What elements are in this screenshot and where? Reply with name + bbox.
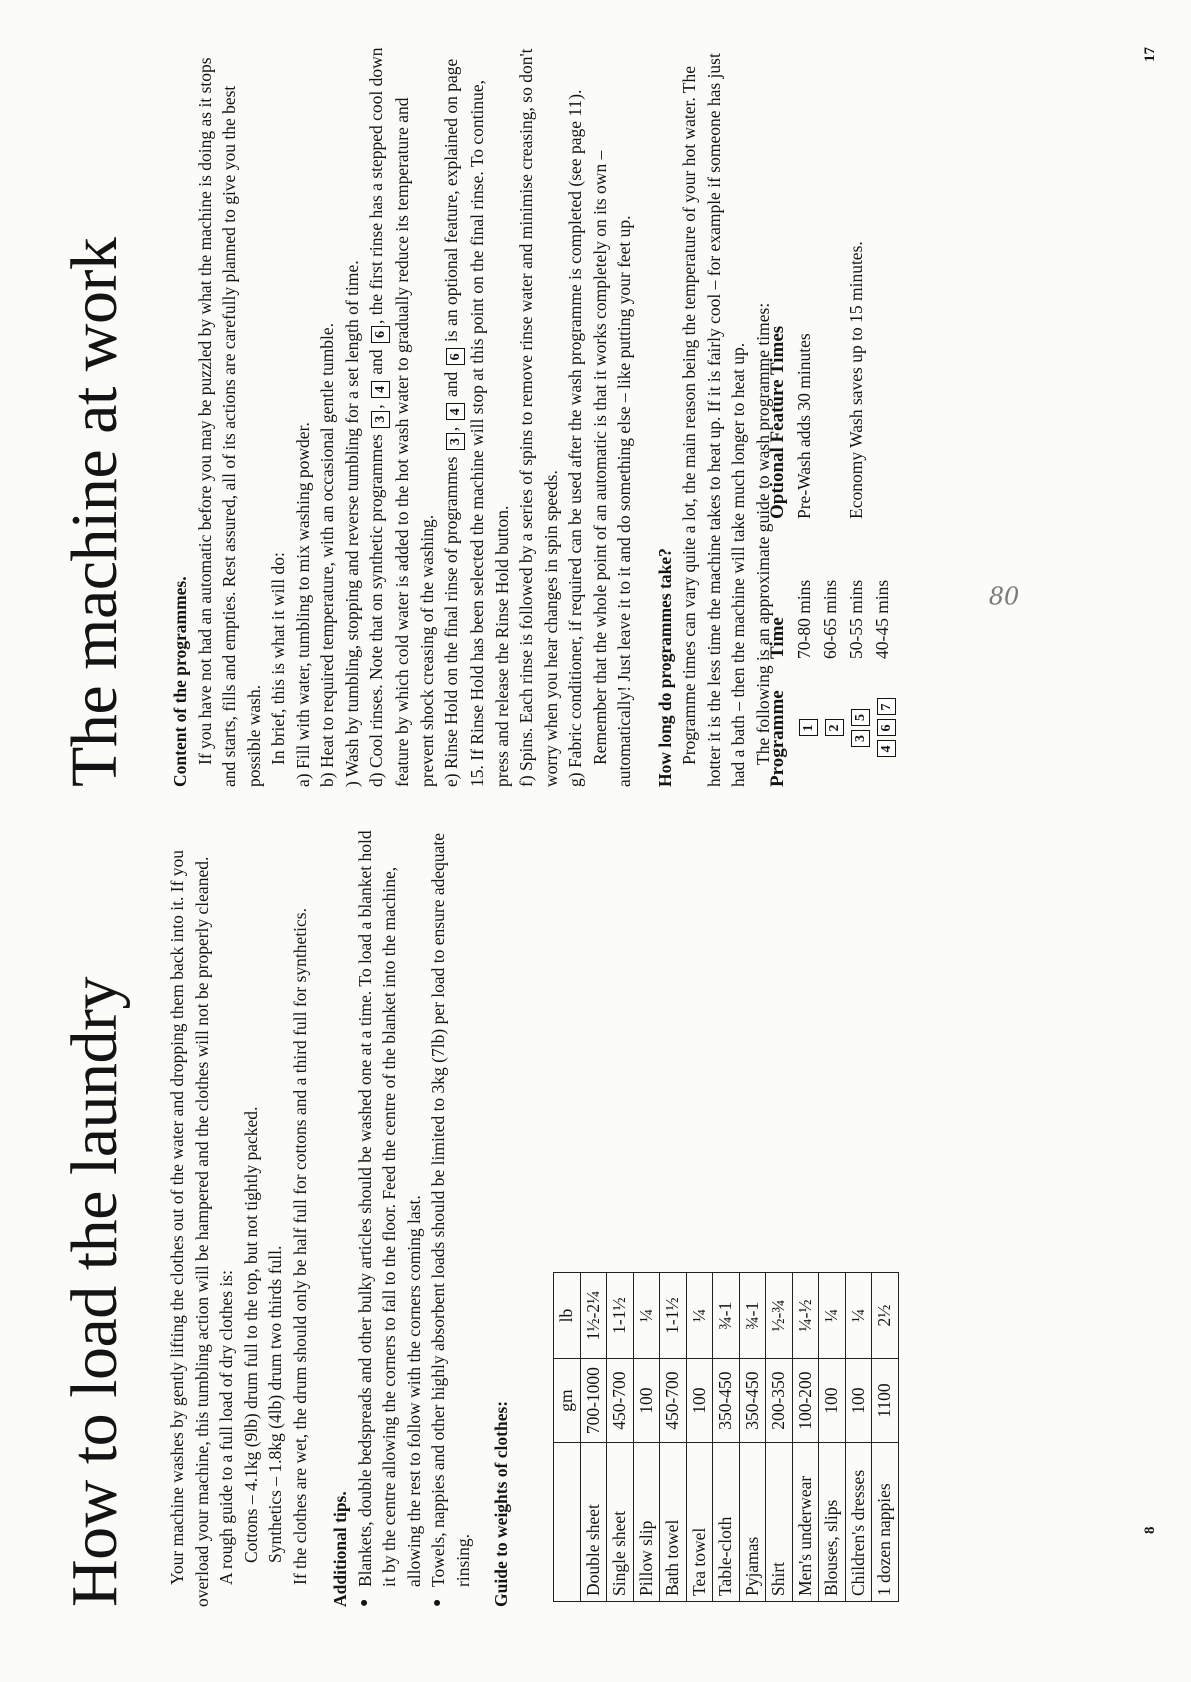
intro-paragraph: Your machine washes by gently lifting the clothes out of the water and dropping them back into it. If you overload your machine, this tumbling action will be hampered and the clothes will not be properly cleaned. [167,849,212,1607]
table-cell-lb: 1-1½ [660,1273,687,1359]
page-number: 8 [1142,1526,1158,1534]
time-cell: 60-65 mins [820,579,840,659]
table-cell-item: Men's underwear [792,1443,819,1602]
page-title: The machine at work [58,237,131,787]
table-cell-lb: ¼-½ [792,1273,819,1359]
programme-number-icon: 2 [825,720,844,737]
right-body-text [168,47,775,787]
table-row [766,1273,793,1602]
table-cell-lb: ¼ [845,1273,872,1359]
optional-cell [817,59,843,519]
table-cell-gm: 350-450 [713,1359,740,1443]
cottons-line: Cottons – 4.1kg (9lb) drum full to the top, but not tightly packed. [240,1106,261,1563]
table-row [739,1273,766,1602]
table-row [845,1273,872,1602]
table-cell-gm: 100 [686,1359,713,1443]
page-title: How to load the laundry [58,976,131,1607]
table-cell-lb: ¾-1 [739,1273,766,1359]
table-row [660,1273,687,1602]
wet-clothes-paragraph: If the clothes are wet, the drum should only be half full for cottons and a third full for synthetics. [289,908,310,1585]
step-g: g) Fabric conditioner, if required can be used after the wash programme is completed (see page 11). [565,89,585,787]
table-cell-lb: ¼ [686,1273,713,1359]
programme-number-icon: 7 [877,699,896,716]
table-cell-item: Double sheet [580,1443,607,1602]
optional-header: Optional Feature Times [767,325,788,519]
programme-cell [843,669,869,787]
weights-heading: Guide to weights of clothes: [491,1400,511,1607]
step-e: e) Rinse Hold on the final rinse of programmes 3, 4 and 6 is an optional feature, explained on page 15. If Rinse Hold has been selected the machine will stop at this point on the final rinse. To continue, press and release the Rinse Hold button. [441,58,512,787]
table-cell-gm: 100 [633,1359,660,1443]
programme-cell [817,669,843,787]
table-cell-item: Bath towel [660,1443,687,1602]
content-heading: Content of the programmes. [170,576,190,787]
table-header-lb: lb [554,1273,581,1359]
table-cell-gm: 1100 [872,1359,899,1443]
table-row [686,1273,713,1602]
step-d: d) Cool rinses. Note that on synthetic programmes 3, 4 and 6, the first rinse has a stepped cool down feature by which cold water is added to the hot wash water to gradually reduce its temperature and prevent shock creasing of the washing. [366,47,437,787]
page-number: 17 [1142,47,1158,62]
table-cell-lb: ½-¾ [766,1273,793,1359]
table-cell-gm: 100 [845,1359,872,1443]
pencil-marginalia: 80 [988,582,1020,611]
table-cell-lb: 1-1½ [607,1273,634,1359]
step-a: a) Fill with water, tumbling to mix washing powder. [292,422,313,787]
remember-paragraph: Remember that the whole point of an automatic is that it works completely on its own – automatically! Just leave it to it and do something else – like putting your feet up. [589,150,634,787]
time-cell: 70-80 mins [794,579,814,659]
table-header-gm: gm [554,1359,581,1443]
table-row [607,1273,634,1602]
programme-number-icon: 1 [799,720,818,737]
table-cell-lb: ¾-1 [713,1273,740,1359]
table-cell-item: Children's dresses [845,1443,872,1602]
time-cell: 40-45 mins [872,579,892,659]
optional-cell [869,59,895,519]
table-cell-item: Pyjamas [739,1443,766,1602]
programme-column [765,669,895,787]
table-cell-gm: 450-700 [607,1359,634,1443]
content-intro: If you have not had an automatic before you may be puzzled by what the machine is doing as it stops and starts, fills and empties. Rest assured, all of its actions are carefully planned to give you the best possible wash. [194,57,264,787]
table-cell-gm: 700-1000 [580,1359,607,1443]
table-cell-lb: 1½-2¼ [580,1273,607,1359]
optional-cell: Economy Wash saves up to 15 minutes. [846,241,866,519]
table-cell-item: Table-cloth [713,1443,740,1602]
tip-blankets: ● Blankets, double bedspreads and other bulky articles should be washed one at a time. To load a blanket hold it by the centre allowing the corners to fall to the floor. Feed the centre of the blanket into the machine, allowing the rest to follow with the corners coming last. [353,827,427,1607]
table-cell-item: Blouses, slips [819,1443,846,1602]
programme-3-icon: 3 [446,433,465,450]
step-c: ) Wash by tumbling, stopping and reverse tumbling for a set length of time. [341,260,362,787]
table-row [792,1273,819,1602]
table-cell-gm: 100 [819,1359,846,1443]
programme-number-icon: 3 [851,730,870,747]
table-row [872,1273,899,1602]
guide-line: The following is an approximate guide to wash programme times: [752,302,773,765]
table-cell-gm: 450-700 [660,1359,687,1443]
table-cell-gm: 350-450 [739,1359,766,1443]
table-cell-lb: ¼ [819,1273,846,1359]
table-cell-item: Single sheet [607,1443,634,1602]
programme-cells [791,669,895,787]
tips-heading: Additional tips. [330,1491,350,1607]
programme-3-icon: 3 [371,411,390,428]
how-long-heading: How long do programmes take? [654,548,675,787]
tip-towels: ● Towels, nappies and other highly absorbent loads should be limited to 3kg (7lb) per load to ensure adequate rinsing. [426,827,475,1607]
programme-6-icon: 6 [446,348,465,365]
table-cell-item: Shirt [766,1443,793,1602]
programme-cell [869,669,895,787]
weights-table-body [580,1273,898,1602]
optional-cells [791,59,895,519]
step-e-text-cont: is an optional feature, explained on page 15. If Rinse Hold has been selected the machine will stop at this point on the final rinse. To continue, press and release the Rinse Hold button. [441,58,512,787]
time-cell: 50-55 mins [846,579,866,659]
table-row [633,1273,660,1602]
table-row [713,1273,740,1602]
optional-column [765,59,895,519]
programme-6-icon: 6 [371,326,390,343]
in-brief-line: In brief, this is what it will do: [268,552,288,765]
table-cell-gm: 100-200 [792,1359,819,1443]
programme-header: Programme [767,690,788,787]
step-b: b) Heat to required temperature, with an occasional gentle tumble. [317,322,337,787]
programme-4-icon: 4 [446,403,465,420]
time-header: Time [767,617,788,659]
table-cell-lb: ¼ [633,1273,660,1359]
how-long-paragraph: Programme times can vary quite a lot, the main reason being the temperature of your hot water. The hotter it is the less time the machine takes to heat up. If it is fairly cool – for example if someone has just had a bath – then the machine will take much longer to heat up. [679,53,748,787]
table-cell-item: 1 dozen nappies [872,1443,899,1602]
table-row [580,1273,607,1602]
step-d-text-cont: , the first rinse has a stepped cool down feature by which cold water is added to the hot wash water to gradually reduce its temperature and prevent shock creasing of the washing. [366,47,437,787]
step-f: f) Spins. Each rinse is followed by a series of spins to remove rinse water and minimise creasing, so don't worry when you hear changes in spin speeds. [516,48,561,787]
programme-number-icon: 5 [851,709,870,726]
step-d-text: d) Cool rinses. Note that on synthetic programmes [366,434,386,787]
weights-table [553,1272,899,1602]
optional-cell: Pre-Wash adds 30 minutes [794,333,814,519]
time-column [765,529,895,659]
rough-guide-line: A rough guide to a full load of dry clothes is: [216,1270,236,1585]
table-cell-item: Tea towel [686,1443,713,1602]
synthetics-line: Synthetics – 1.8kg (4lb) drum two thirds full. [265,1245,285,1563]
programme-number-icon: 4 [877,741,896,758]
programme-4-icon: 4 [371,381,390,398]
step-e-text: e) Rinse Hold on the final rinse of programmes [441,456,461,787]
programme-cell [791,669,817,787]
table-cell-lb: 2½ [872,1273,899,1359]
time-cells [791,529,895,659]
table-header-item [554,1443,581,1602]
left-body-text [165,827,514,1607]
table-cell-item: Pillow slip [633,1443,660,1602]
table-row [819,1273,846,1602]
table-cell-gm: 200-350 [766,1359,793,1443]
table-header-row [554,1273,581,1602]
programme-number-icon: 6 [877,720,896,737]
